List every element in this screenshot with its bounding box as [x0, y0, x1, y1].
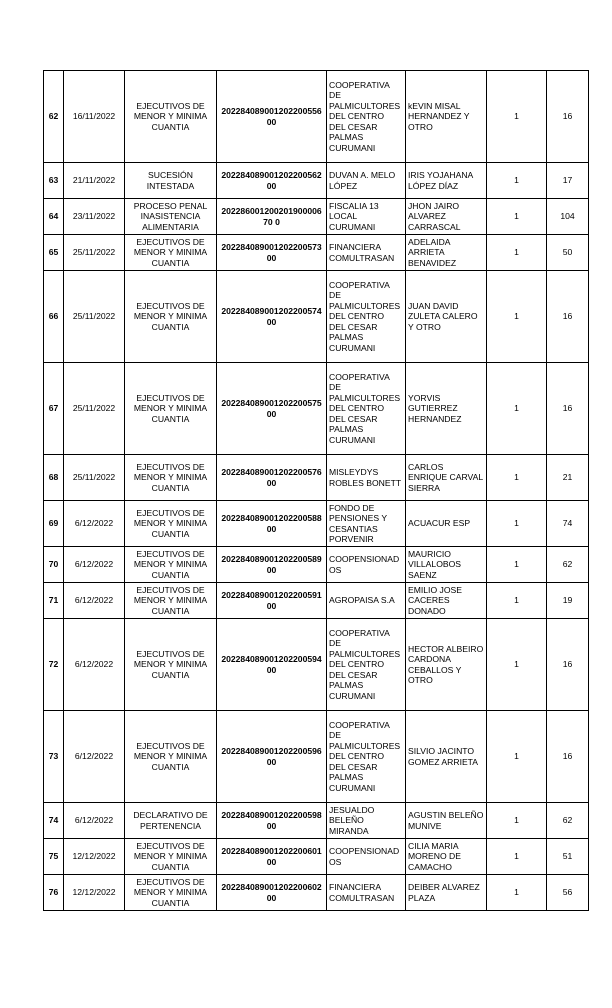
- date-cell: 6/12/2022: [64, 583, 125, 619]
- filing-number-cell: 20228408900120220059600: [217, 711, 327, 803]
- plaintiff-cell: JESUALDO BELEÑO MIRANDA: [327, 803, 406, 839]
- plaintiff-cell: DUVAN A. MELO LÓPEZ: [327, 163, 406, 199]
- folios-cell: 16: [547, 271, 589, 363]
- filing-number-cell: 20228408900120220059800: [217, 803, 327, 839]
- process-type-cell: EJECUTIVOS DE MENOR Y MINIMA CUANTIA: [125, 501, 217, 547]
- defendant-cell: IRIS YOJAHANA LÓPEZ DÍAZ: [406, 163, 487, 199]
- row-number: 65: [44, 235, 64, 271]
- process-type-cell: EJECUTIVOS DE MENOR Y MINIMA CUANTIA: [125, 71, 217, 163]
- notebooks-cell: 1: [487, 619, 547, 711]
- defendant-cell: CARLOS ENRIQUE CARVAL SIERRA: [406, 455, 487, 501]
- date-cell: 21/11/2022: [64, 163, 125, 199]
- date-cell: 25/11/2022: [64, 363, 125, 455]
- defendant-cell: SILVIO JACINTO GOMEZ ARRIETA: [406, 711, 487, 803]
- row-number: 76: [44, 875, 64, 911]
- row-number: 63: [44, 163, 64, 199]
- folios-cell: 56: [547, 875, 589, 911]
- table-row: [44, 711, 589, 803]
- plaintiff-cell: COOPERATIVA DE PALMICULTORES DEL CENTRO DEL CESAR PALMAS CURUMANI: [327, 71, 406, 163]
- filing-number-cell: 20228408900120220060200: [217, 875, 327, 911]
- notebooks-cell: 1: [487, 839, 547, 875]
- row-number: 73: [44, 711, 64, 803]
- row-number: 67: [44, 363, 64, 455]
- row-number: 74: [44, 803, 64, 839]
- filing-number-cell: 20228408900120220058800: [217, 501, 327, 547]
- process-type-cell: EJECUTIVOS DE MENOR Y MINIMA CUANTIA: [125, 619, 217, 711]
- plaintiff-cell: COOPERATIVA DE PALMICULTORES DEL CENTRO DEL CESAR PALMAS CURUMANI: [327, 271, 406, 363]
- plaintiff-cell: FINANCIERA COMULTRASAN: [327, 235, 406, 271]
- notebooks-cell: 1: [487, 71, 547, 163]
- process-type-cell: EJECUTIVOS DE MENOR Y MINIMA CUANTIA: [125, 583, 217, 619]
- folios-cell: 104: [547, 199, 589, 235]
- row-number: 72: [44, 619, 64, 711]
- filing-number-cell: 20228408900120220055600: [217, 71, 327, 163]
- row-number: 70: [44, 547, 64, 583]
- defendant-cell: YORVIS GUTIERREZ HERNANDEZ: [406, 363, 487, 455]
- table-row: [44, 71, 589, 163]
- plaintiff-cell: COOPERATIVA DE PALMICULTORES DEL CENTRO DEL CESAR PALMAS CURUMANI: [327, 619, 406, 711]
- date-cell: 6/12/2022: [64, 619, 125, 711]
- defendant-cell: JUAN DAVID ZULETA CALERO Y OTRO: [406, 271, 487, 363]
- process-type-cell: EJECUTIVOS DE MENOR Y MINIMA CUANTIA: [125, 875, 217, 911]
- table-row: [44, 583, 589, 619]
- filing-number-cell: 20228408900120220057500: [217, 363, 327, 455]
- filing-number-cell: 20228408900120220056200: [217, 163, 327, 199]
- defendant-cell: AGUSTIN BELEÑO MUNIVE: [406, 803, 487, 839]
- folios-cell: 51: [547, 839, 589, 875]
- date-cell: 16/11/2022: [64, 71, 125, 163]
- folios-cell: 16: [547, 711, 589, 803]
- filing-number-cell: 20228408900120220059100: [217, 583, 327, 619]
- filing-number-cell: 20228408900120220057300: [217, 235, 327, 271]
- process-type-cell: EJECUTIVOS DE MENOR Y MINIMA CUANTIA: [125, 455, 217, 501]
- folios-cell: 62: [547, 547, 589, 583]
- row-number: 62: [44, 71, 64, 163]
- table-row: [44, 235, 589, 271]
- date-cell: 25/11/2022: [64, 271, 125, 363]
- date-cell: 6/12/2022: [64, 547, 125, 583]
- date-cell: 12/12/2022: [64, 875, 125, 911]
- plaintiff-cell: AGROPAISA S.A: [327, 583, 406, 619]
- table-row: [44, 455, 589, 501]
- folios-cell: 16: [547, 619, 589, 711]
- process-type-cell: EJECUTIVOS DE MENOR Y MINIMA CUANTIA: [125, 271, 217, 363]
- process-type-cell: EJECUTIVOS DE MENOR Y MINIMA CUANTIA: [125, 711, 217, 803]
- date-cell: 12/12/2022: [64, 839, 125, 875]
- filing-number-cell: 20228408900120220059400: [217, 619, 327, 711]
- row-number: 75: [44, 839, 64, 875]
- folios-cell: 16: [547, 363, 589, 455]
- date-cell: 25/11/2022: [64, 235, 125, 271]
- folios-cell: 74: [547, 501, 589, 547]
- table-row: [44, 163, 589, 199]
- plaintiff-cell: COOPERATIVA DE PALMICULTORES DEL CENTRO DEL CESAR PALMAS CURUMANI: [327, 711, 406, 803]
- table-row: [44, 619, 589, 711]
- folios-cell: 50: [547, 235, 589, 271]
- plaintiff-cell: FONDO DE PENSIONES Y CESANTIAS PORVENIR: [327, 501, 406, 547]
- plaintiff-cell: MISLEYDYS ROBLES BONETT: [327, 455, 406, 501]
- table-row: [44, 271, 589, 363]
- defendant-cell: EMILIO JOSE CACERES DONADO: [406, 583, 487, 619]
- defendant-cell: JHON JAIRO ALVAREZ CARRASCAL: [406, 199, 487, 235]
- process-type-cell: EJECUTIVOS DE MENOR Y MINIMA CUANTIA: [125, 363, 217, 455]
- notebooks-cell: 1: [487, 363, 547, 455]
- process-type-cell: EJECUTIVOS DE MENOR Y MINIMA CUANTIA: [125, 547, 217, 583]
- defendant-cell: MAURICIO VILLALOBOS SAENZ: [406, 547, 487, 583]
- defendant-cell: kEVIN MISAL HERNANDEZ Y OTRO: [406, 71, 487, 163]
- plaintiff-cell: COOPERATIVA DE PALMICULTORES DEL CENTRO DEL CESAR PALMAS CURUMANI: [327, 363, 406, 455]
- table-row: [44, 199, 589, 235]
- table-row: [44, 803, 589, 839]
- filing-number-cell: 20228408900120220060100: [217, 839, 327, 875]
- plaintiff-cell: COOPENSIONADOS: [327, 839, 406, 875]
- notebooks-cell: 1: [487, 875, 547, 911]
- table-row: [44, 547, 589, 583]
- notebooks-cell: 1: [487, 803, 547, 839]
- row-number: 64: [44, 199, 64, 235]
- notebooks-cell: 1: [487, 455, 547, 501]
- folios-cell: 16: [547, 71, 589, 163]
- process-type-cell: EJECUTIVOS DE MENOR Y MINIMA CUANTIA: [125, 839, 217, 875]
- filing-number-cell: 20228408900120220058900: [217, 547, 327, 583]
- process-type-cell: PROCESO PENAL INASISTENCIA ALIMENTARIA: [125, 199, 217, 235]
- defendant-cell: DEIBER ALVAREZ PLAZA: [406, 875, 487, 911]
- defendant-cell: ACUACUR ESP: [406, 501, 487, 547]
- date-cell: 6/12/2022: [64, 803, 125, 839]
- notebooks-cell: 1: [487, 501, 547, 547]
- filing-number-cell: 20228408900120220057400: [217, 271, 327, 363]
- notebooks-cell: 1: [487, 163, 547, 199]
- table-row: [44, 839, 589, 875]
- row-number: 68: [44, 455, 64, 501]
- row-number: 71: [44, 583, 64, 619]
- folios-cell: 19: [547, 583, 589, 619]
- table-row: [44, 363, 589, 455]
- row-number: 66: [44, 271, 64, 363]
- records-table: [43, 70, 589, 911]
- filing-number-cell: 20228600120020190000670 0: [217, 199, 327, 235]
- plaintiff-cell: FISCALIA 13 LOCAL CURUMANI: [327, 199, 406, 235]
- date-cell: 6/12/2022: [64, 711, 125, 803]
- plaintiff-cell: COOPENSIONADOS: [327, 547, 406, 583]
- row-number: 69: [44, 501, 64, 547]
- table-row: [44, 875, 589, 911]
- date-cell: 23/11/2022: [64, 199, 125, 235]
- filing-number-cell: 20228408900120220057600: [217, 455, 327, 501]
- notebooks-cell: 1: [487, 711, 547, 803]
- folios-cell: 62: [547, 803, 589, 839]
- notebooks-cell: 1: [487, 547, 547, 583]
- defendant-cell: HECTOR ALBEIRO CARDONA CEBALLOS Y OTRO: [406, 619, 487, 711]
- table-body: [44, 71, 589, 911]
- folios-cell: 17: [547, 163, 589, 199]
- date-cell: 25/11/2022: [64, 455, 125, 501]
- defendant-cell: CILIA MARIA MORENO DE CAMACHO: [406, 839, 487, 875]
- notebooks-cell: 1: [487, 271, 547, 363]
- process-type-cell: DECLARATIVO DE PERTENENCIA: [125, 803, 217, 839]
- notebooks-cell: 1: [487, 235, 547, 271]
- defendant-cell: ADELAIDA ARRIETA BENAVIDEZ: [406, 235, 487, 271]
- plaintiff-cell: FINANCIERA COMULTRASAN: [327, 875, 406, 911]
- process-type-cell: SUCESIÓN INTESTADA: [125, 163, 217, 199]
- folios-cell: 21: [547, 455, 589, 501]
- notebooks-cell: 1: [487, 583, 547, 619]
- date-cell: 6/12/2022: [64, 501, 125, 547]
- process-type-cell: EJECUTIVOS DE MENOR Y MINIMA CUANTIA: [125, 235, 217, 271]
- table-row: [44, 501, 589, 547]
- notebooks-cell: 1: [487, 199, 547, 235]
